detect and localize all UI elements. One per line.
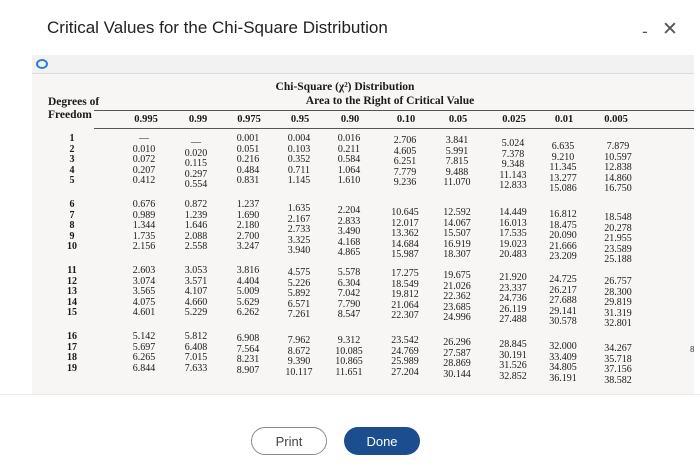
value-column: 0.676 0.989 1.344 1.735 2.156 bbox=[132, 199, 156, 252]
edge-text: 8 bbox=[690, 345, 695, 354]
value-column: 23.542 24.769 25.989 27.204 bbox=[391, 335, 419, 378]
value-column: 1.635 2.167 2.733 3.325 3.940 bbox=[287, 203, 311, 256]
table-title: Chi-Square (χ²) Distribution bbox=[275, 81, 415, 93]
value-column: 0.872 1.239 1.646 2.088 2.558 bbox=[184, 199, 208, 252]
value-column: — 0.020 0.115 0.297 0.554 bbox=[184, 137, 208, 190]
value-column: 21.920 23.337 24.736 26.119 27.488 bbox=[499, 272, 527, 325]
area-header: 0.90 bbox=[340, 114, 360, 125]
value-column: 5.142 5.697 6.265 6.844 bbox=[132, 331, 156, 374]
value-column: 6.908 7.564 8.231 8.907 bbox=[236, 333, 260, 376]
area-header: 0.005 bbox=[604, 114, 628, 125]
area-header: 0.95 bbox=[290, 114, 310, 125]
value-column: 32.000 33.409 34.805 36.191 bbox=[549, 341, 577, 384]
value-column: 2.204 2.833 3.490 4.168 4.865 bbox=[337, 205, 361, 258]
value-column: 0.004 0.103 0.352 0.711 1.145 bbox=[287, 133, 311, 186]
value-column: 6.635 9.210 11.345 13.277 15.086 bbox=[549, 141, 577, 194]
table-subtitle: Area to the Right of Critical Value bbox=[305, 95, 475, 107]
value-column: 34.267 35.718 37.156 38.582 bbox=[604, 343, 632, 386]
done-button[interactable]: Done bbox=[344, 427, 420, 455]
window-title: Critical Values for the Chi-Square Distribution bbox=[47, 18, 388, 37]
value-column: 0.001 0.051 0.216 0.484 0.831 bbox=[236, 133, 260, 186]
value-column: — 0.010 0.072 0.207 0.412 bbox=[132, 133, 156, 186]
value-column: 12.592 14.067 15.507 16.919 18.307 bbox=[443, 207, 471, 260]
close-button[interactable]: ✕ bbox=[662, 18, 678, 40]
value-column: 0.016 0.211 0.584 1.064 1.610 bbox=[337, 133, 361, 186]
area-header: 0.99 bbox=[188, 114, 208, 125]
value-column: 5.578 6.304 7.042 7.790 8.547 bbox=[337, 267, 361, 320]
value-column: 2.603 3.074 3.565 4.075 4.601 bbox=[132, 265, 156, 318]
area-header: 0.10 bbox=[396, 114, 416, 125]
minimize-button[interactable]: - bbox=[642, 22, 648, 41]
value-column: 26.296 27.587 28.869 30.144 bbox=[443, 337, 471, 380]
value-column: 4.575 5.226 5.892 6.571 7.261 bbox=[287, 267, 311, 320]
value-column: 19.675 21.026 22.362 23.685 24.996 bbox=[443, 270, 471, 323]
value-column: 18.548 20.278 21.955 23.589 25.188 bbox=[604, 212, 632, 265]
value-column: 9.312 10.085 10.865 11.651 bbox=[335, 335, 363, 378]
header-rule bbox=[94, 128, 694, 129]
value-column: 2.706 4.605 6.251 7.779 9.236 bbox=[393, 135, 417, 188]
value-column: 1.237 1.690 2.180 2.700 3.247 bbox=[236, 199, 260, 252]
print-button[interactable]: Print bbox=[251, 427, 327, 455]
dialog-footer bbox=[0, 394, 700, 471]
df-cell: 16 17 18 19 bbox=[67, 331, 77, 374]
value-column: 24.725 26.217 27.688 29.141 30.578 bbox=[549, 274, 577, 327]
value-column: 28.845 30.191 31.526 32.852 bbox=[499, 339, 527, 382]
df-cell: 11 12 13 14 15 bbox=[67, 265, 77, 318]
value-column: 5.812 6.408 7.015 7.633 bbox=[184, 331, 208, 374]
value-column: 5.024 7.378 9.348 11.143 12.833 bbox=[499, 138, 527, 191]
chi-square-table bbox=[32, 74, 694, 394]
value-column: 26.757 28.300 29.819 31.319 32.801 bbox=[604, 276, 632, 329]
df-cell: 6 7 8 9 10 bbox=[67, 199, 77, 252]
header-rule bbox=[94, 110, 694, 111]
area-header: 0.025 bbox=[502, 114, 526, 125]
value-column: 10.645 12.017 13.362 14.684 15.987 bbox=[391, 207, 419, 260]
area-header: 0.01 bbox=[554, 114, 574, 125]
df-cell: 1 2 3 4 5 bbox=[69, 133, 75, 186]
value-column: 7.879 10.597 12.838 14.860 16.750 bbox=[604, 141, 632, 194]
content-toolbar bbox=[32, 55, 694, 74]
value-column: 3.816 4.404 5.009 5.629 6.262 bbox=[236, 265, 260, 318]
value-column: 14.449 16.013 17.535 19.023 20.483 bbox=[499, 207, 527, 260]
value-column: 17.275 18.549 19.812 21.064 22.307 bbox=[391, 268, 419, 321]
value-column: 16.812 18.475 20.090 21.666 23.209 bbox=[549, 209, 577, 262]
pin-icon[interactable] bbox=[36, 59, 48, 69]
area-header: 0.975 bbox=[237, 114, 261, 125]
area-header: 0.995 bbox=[134, 114, 158, 125]
dof-header: Degrees of Freedom bbox=[48, 96, 100, 121]
value-column: 3.053 3.571 4.107 4.660 5.229 bbox=[184, 265, 208, 318]
area-header: 0.05 bbox=[448, 114, 468, 125]
value-column: 7.962 8.672 9.390 10.117 bbox=[285, 335, 313, 378]
value-column: 3.841 5.991 7.815 9.488 11.070 bbox=[443, 135, 471, 188]
